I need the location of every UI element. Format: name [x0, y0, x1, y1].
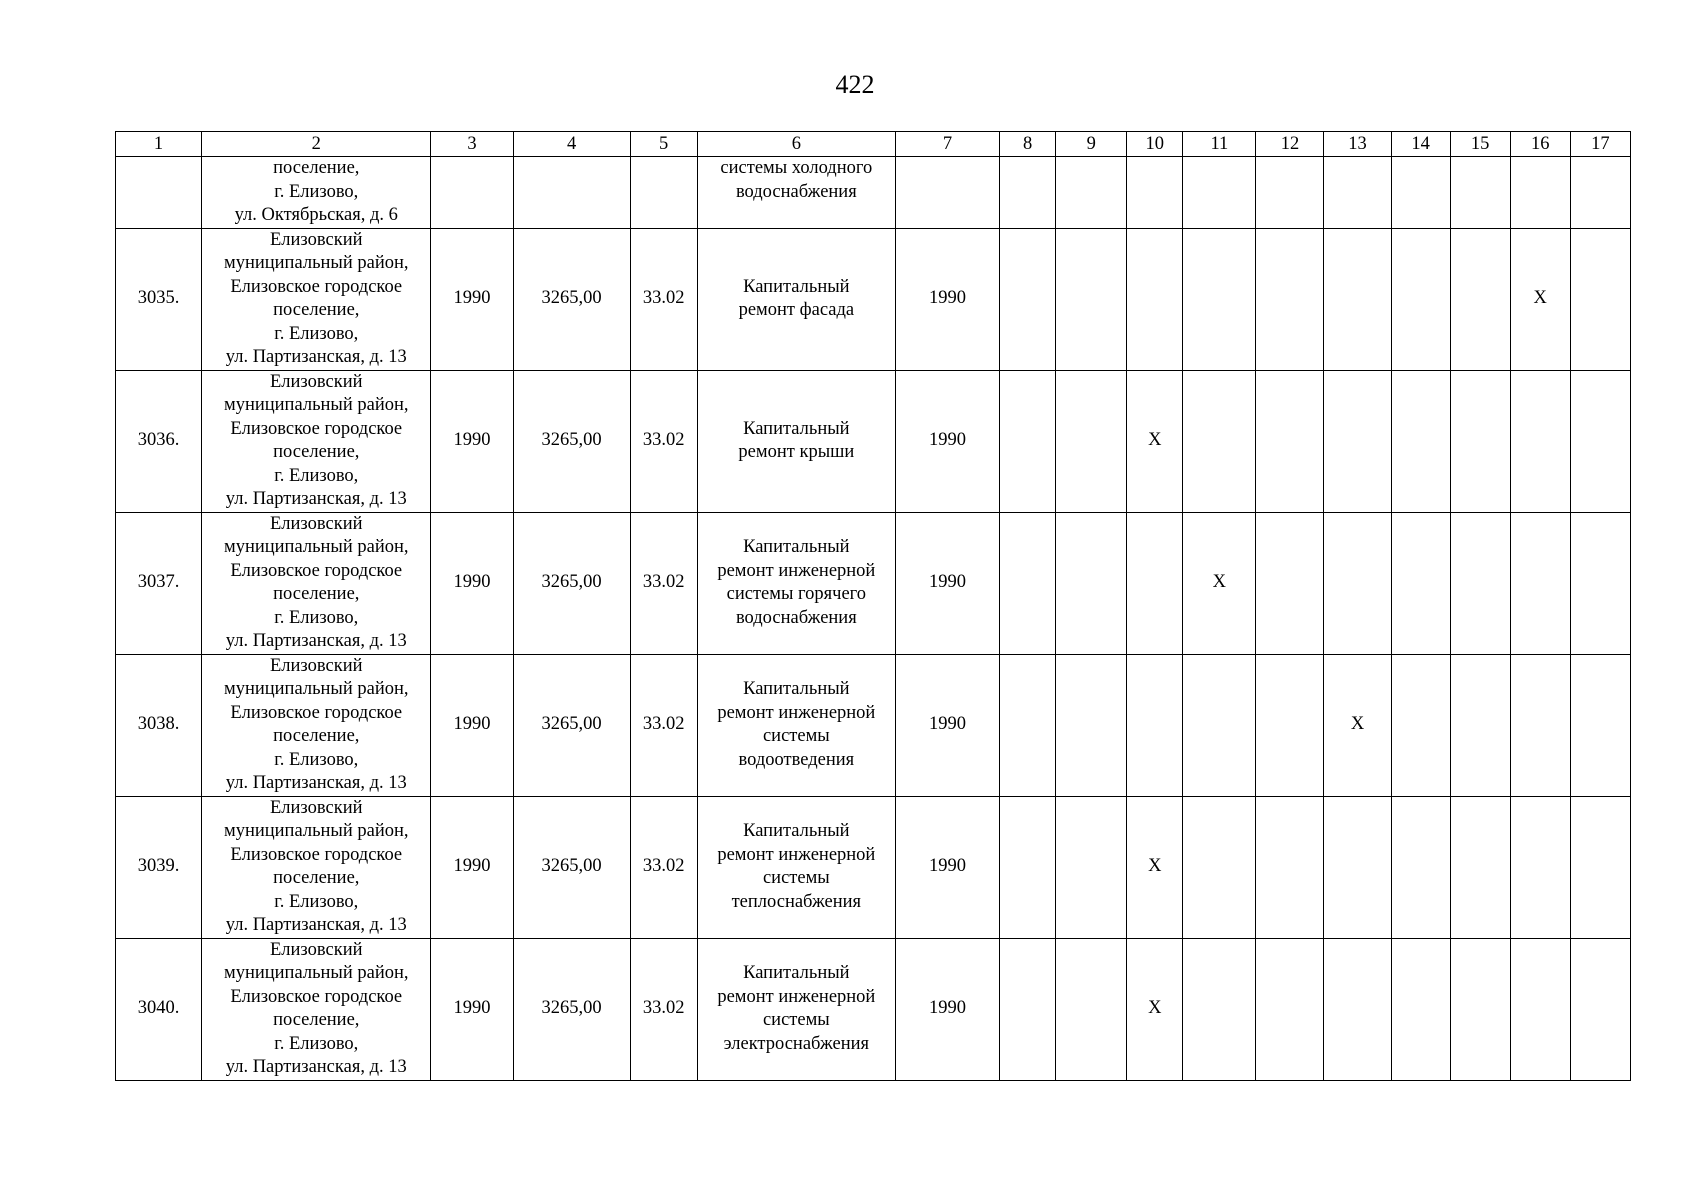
mark-cell [1183, 228, 1256, 370]
mark-cell [1183, 796, 1256, 938]
work-cell: Капитальный ремонт инженерной системы водоотведения [697, 654, 895, 796]
mark-cell [1127, 228, 1183, 370]
mark-cell [1000, 512, 1056, 654]
page-number: 422 [835, 70, 875, 99]
column-header: 14 [1391, 132, 1450, 157]
mark-cell [1000, 157, 1056, 229]
code-cell: 33.02 [630, 796, 697, 938]
year-cell: 1990 [431, 654, 513, 796]
mark-cell [1450, 938, 1510, 1080]
mark-cell [1056, 228, 1127, 370]
repair-schedule-table [115, 131, 1631, 1081]
column-header: 7 [895, 132, 999, 157]
table-row [116, 938, 1631, 1080]
mark-cell [1000, 938, 1056, 1080]
year-cell: 1990 [431, 512, 513, 654]
mark-cell [1056, 512, 1127, 654]
year-cell: 1990 [431, 938, 513, 1080]
mark-cell [1391, 157, 1450, 229]
column-header: 17 [1570, 132, 1630, 157]
mark-cell [1183, 157, 1256, 229]
table-row [116, 370, 1631, 512]
plan-year-cell: 1990 [895, 512, 999, 654]
address-cell: Елизовский муниципальный район, Елизовское городское поселение, г. Елизово, ул. Партизанская, д. 13 [202, 654, 431, 796]
work-cell: системы холодного водоснабжения [697, 157, 895, 229]
mark-cell [1510, 370, 1570, 512]
mark-cell [1570, 228, 1630, 370]
table-row [116, 512, 1631, 654]
column-header: 4 [513, 132, 630, 157]
code-cell: 33.02 [630, 512, 697, 654]
area-cell: 3265,00 [513, 370, 630, 512]
area-cell [513, 157, 630, 229]
mark-cell [1056, 654, 1127, 796]
mark-cell [1510, 512, 1570, 654]
mark-cell [1127, 157, 1183, 229]
column-header: 2 [202, 132, 431, 157]
mark-cell [1324, 938, 1391, 1080]
mark-cell [1056, 938, 1127, 1080]
column-header: 10 [1127, 132, 1183, 157]
num-cell: 3037. [116, 512, 202, 654]
mark-cell [1183, 654, 1256, 796]
column-header: 11 [1183, 132, 1256, 157]
mark-cell [1256, 370, 1324, 512]
address-cell: Елизовский муниципальный район, Елизовское городское поселение, г. Елизово, ул. Партизанская, д. 13 [202, 228, 431, 370]
mark-cell [1324, 228, 1391, 370]
mark-cell [1510, 157, 1570, 229]
mark-cell [1000, 370, 1056, 512]
code-cell: 33.02 [630, 654, 697, 796]
mark-cell [1256, 654, 1324, 796]
mark-cell [1324, 796, 1391, 938]
mark-cell [1391, 796, 1450, 938]
column-header: 13 [1324, 132, 1391, 157]
year-cell: 1990 [431, 228, 513, 370]
mark-cell [1127, 512, 1183, 654]
mark-cell [1570, 654, 1630, 796]
mark-cell [1510, 654, 1570, 796]
mark-cell [1391, 654, 1450, 796]
mark-cell [1391, 370, 1450, 512]
mark-cell: X [1127, 938, 1183, 1080]
mark-cell [1391, 228, 1450, 370]
mark-cell [1183, 370, 1256, 512]
work-cell: Капитальный ремонт инженерной системы теплоснабжения [697, 796, 895, 938]
mark-cell [1256, 796, 1324, 938]
code-cell: 33.02 [630, 938, 697, 1080]
mark-cell [1391, 938, 1450, 1080]
work-cell: Капитальный ремонт инженерной системы горячего водоснабжения [697, 512, 895, 654]
mark-cell [1570, 512, 1630, 654]
plan-year-cell [895, 157, 999, 229]
code-cell: 33.02 [630, 228, 697, 370]
mark-cell [1324, 370, 1391, 512]
mark-cell [1391, 512, 1450, 654]
year-cell: 1990 [431, 370, 513, 512]
num-cell: 3040. [116, 938, 202, 1080]
column-header: 6 [697, 132, 895, 157]
mark-cell [1570, 370, 1630, 512]
mark-cell [1324, 157, 1391, 229]
mark-cell [1000, 654, 1056, 796]
address-cell: Елизовский муниципальный район, Елизовское городское поселение, г. Елизово, ул. Партизанская, д. 13 [202, 796, 431, 938]
mark-cell [1056, 370, 1127, 512]
mark-cell [1570, 157, 1630, 229]
code-cell: 33.02 [630, 370, 697, 512]
mark-cell [1570, 796, 1630, 938]
year-cell: 1990 [431, 796, 513, 938]
mark-cell [1256, 157, 1324, 229]
address-cell: поселение, г. Елизово, ул. Октябрьская, д. 6 [202, 157, 431, 229]
area-cell: 3265,00 [513, 228, 630, 370]
table-row [116, 228, 1631, 370]
address-cell: Елизовский муниципальный район, Елизовское городское поселение, г. Елизово, ул. Партизанская, д. 13 [202, 370, 431, 512]
plan-year-cell: 1990 [895, 654, 999, 796]
column-header: 16 [1510, 132, 1570, 157]
mark-cell [1450, 228, 1510, 370]
column-header: 5 [630, 132, 697, 157]
work-cell: Капитальный ремонт инженерной системы электроснабжения [697, 938, 895, 1080]
table-body [116, 132, 1631, 1081]
mark-cell [1183, 938, 1256, 1080]
column-header: 8 [1000, 132, 1056, 157]
table-row [116, 654, 1631, 796]
mark-cell [1324, 512, 1391, 654]
mark-cell [1450, 157, 1510, 229]
num-cell: 3038. [116, 654, 202, 796]
mark-cell [1450, 512, 1510, 654]
mark-cell [1510, 796, 1570, 938]
column-header: 9 [1056, 132, 1127, 157]
plan-year-cell: 1990 [895, 370, 999, 512]
mark-cell [1570, 938, 1630, 1080]
mark-cell: X [1324, 654, 1391, 796]
area-cell: 3265,00 [513, 512, 630, 654]
mark-cell [1450, 370, 1510, 512]
mark-cell [1450, 654, 1510, 796]
mark-cell [1256, 512, 1324, 654]
column-header: 15 [1450, 132, 1510, 157]
mark-cell [1056, 157, 1127, 229]
mark-cell: X [1127, 796, 1183, 938]
year-cell [431, 157, 513, 229]
num-cell: 3039. [116, 796, 202, 938]
plan-year-cell: 1990 [895, 938, 999, 1080]
mark-cell: X [1127, 370, 1183, 512]
mark-cell [1127, 654, 1183, 796]
mark-cell [1256, 938, 1324, 1080]
mark-cell [1450, 796, 1510, 938]
address-cell: Елизовский муниципальный район, Елизовское городское поселение, г. Елизово, ул. Партизанская, д. 13 [202, 512, 431, 654]
num-cell: 3036. [116, 370, 202, 512]
area-cell: 3265,00 [513, 654, 630, 796]
mark-cell [1000, 796, 1056, 938]
continuation-row [116, 157, 1631, 229]
mark-cell [1510, 938, 1570, 1080]
plan-year-cell: 1990 [895, 796, 999, 938]
num-cell: 3035. [116, 228, 202, 370]
num-cell [116, 157, 202, 229]
header-row [116, 132, 1631, 157]
column-header: 3 [431, 132, 513, 157]
work-cell: Капитальный ремонт крыши [697, 370, 895, 512]
mark-cell: X [1510, 228, 1570, 370]
work-cell: Капитальный ремонт фасада [697, 228, 895, 370]
mark-cell [1056, 796, 1127, 938]
mark-cell [1256, 228, 1324, 370]
code-cell [630, 157, 697, 229]
mark-cell [1000, 228, 1056, 370]
address-cell: Елизовский муниципальный район, Елизовское городское поселение, г. Елизово, ул. Партизанская, д. 13 [202, 938, 431, 1080]
plan-year-cell: 1990 [895, 228, 999, 370]
area-cell: 3265,00 [513, 796, 630, 938]
column-header: 1 [116, 132, 202, 157]
table-row [116, 796, 1631, 938]
area-cell: 3265,00 [513, 938, 630, 1080]
column-header: 12 [1256, 132, 1324, 157]
mark-cell: X [1183, 512, 1256, 654]
